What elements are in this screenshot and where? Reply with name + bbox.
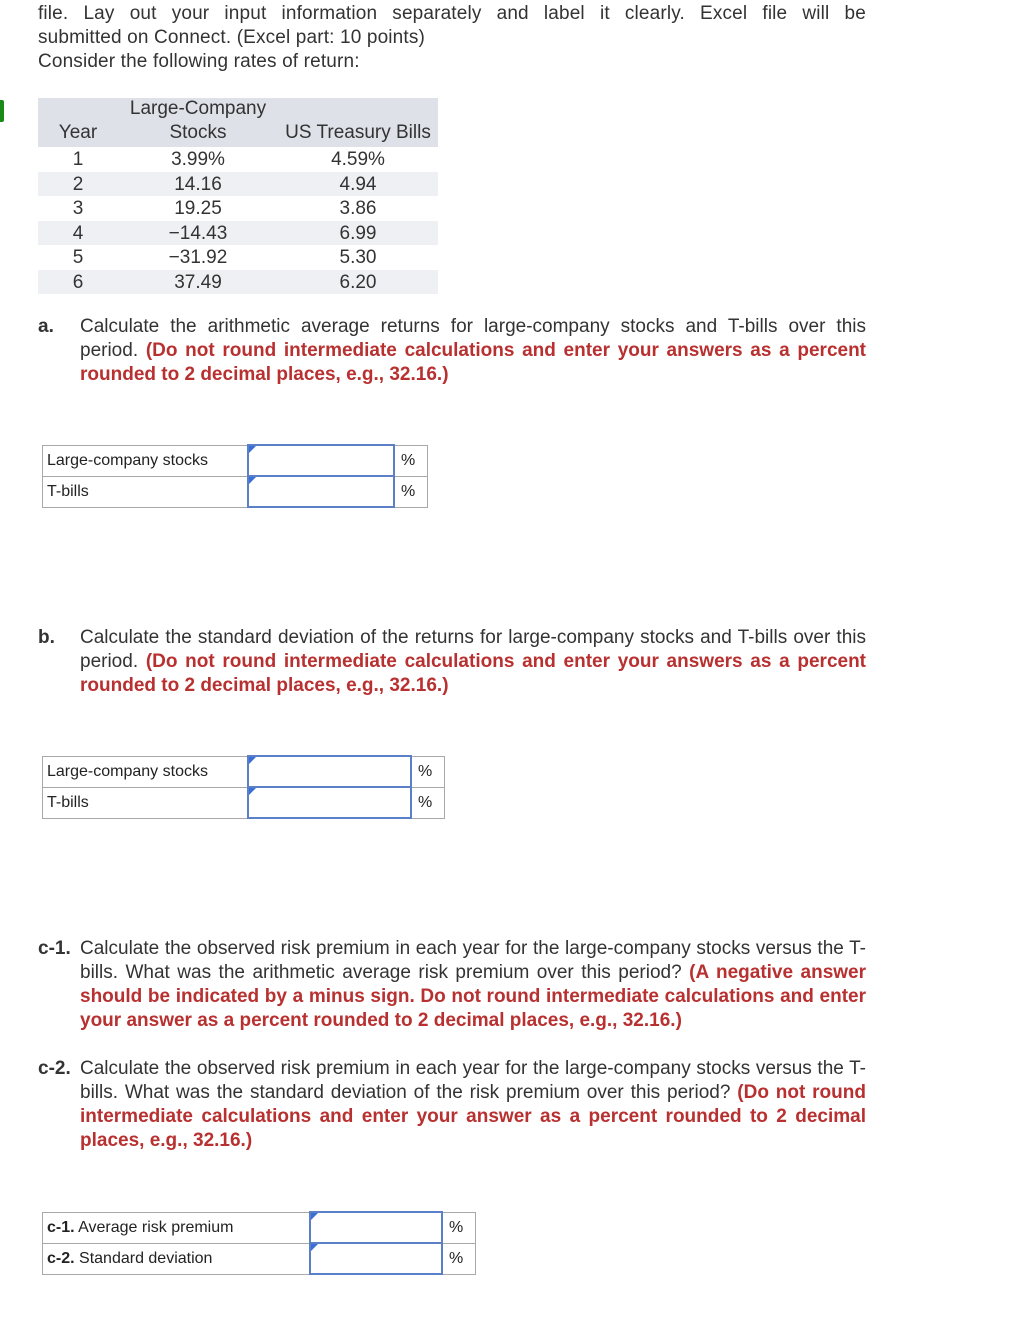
intro-text — [38, 2, 866, 74]
answer-prefix: c-2. — [47, 1249, 75, 1267]
question-c1 — [38, 937, 866, 1057]
question-c1-instruction: (A negative answer should be indicated by a minus sign. Do not round intermediate calculations and enter your answer as a percent rounded to 2 decimal places, e.g., 32.16.) — [80, 962, 867, 1031]
header-stocks-line2: Stocks — [169, 122, 227, 143]
table-row — [38, 147, 438, 172]
answer-input-cell[interactable] — [310, 1212, 442, 1243]
cell-year: 4 — [72, 222, 84, 244]
table-row — [38, 245, 438, 270]
returns-table — [38, 98, 438, 294]
question-a-label: a. — [38, 316, 54, 337]
question-c2-label: c-2. — [38, 1058, 71, 1079]
returns-table-header — [38, 98, 438, 147]
answer-input-cell[interactable] — [248, 756, 411, 787]
answer-label: T-bills — [43, 476, 249, 507]
answer-label — [43, 1243, 311, 1274]
tbills-average-input[interactable] — [249, 478, 393, 505]
table-row — [38, 196, 438, 221]
cell-year: 5 — [72, 247, 84, 268]
answer-label: Large-company stocks — [43, 445, 249, 476]
table-row — [38, 270, 438, 295]
cell-bills: 4.59% — [331, 149, 385, 170]
question-b-body — [80, 626, 866, 698]
answer-row — [43, 1212, 476, 1243]
header-year: Year — [58, 122, 98, 143]
answer-table-c — [42, 1211, 476, 1275]
question-a-instruction: (Do not round intermediate calculations and enter your answers as a percent rounded to 2 decimal places, e.g., 32.16.) — [80, 340, 867, 385]
question-a-body — [80, 315, 866, 387]
cell-bills: 3.86 — [339, 198, 377, 219]
answer-prefix: c-1. — [47, 1218, 75, 1236]
large-company-average-input[interactable] — [249, 447, 393, 474]
cell-stocks: 19.25 — [174, 198, 222, 219]
table-row — [38, 221, 438, 246]
percent-unit: % — [411, 756, 445, 787]
answer-row — [43, 787, 445, 818]
cell-bills: 6.20 — [339, 271, 377, 293]
header-bills: US Treasury Bills — [285, 122, 431, 143]
cell-year: 1 — [72, 149, 84, 170]
answer-table-b — [42, 755, 445, 819]
answer-label — [43, 1212, 311, 1243]
cell-year: 2 — [72, 173, 84, 195]
cell-stocks: 37.49 — [174, 271, 222, 293]
question-b — [38, 626, 866, 698]
answer-label: Large-company stocks — [43, 756, 249, 787]
question-b-text: Calculate the standard deviation of the returns for large-company stocks and T-bills over this period. — [80, 627, 866, 672]
tbills-stdev-input[interactable] — [249, 789, 410, 816]
question-a — [38, 315, 866, 387]
cell-stocks: −31.92 — [168, 247, 228, 268]
risk-premium-stdev-input[interactable] — [311, 1245, 441, 1272]
answer-label-text: Average risk premium — [74, 1218, 234, 1236]
intro-line-3: Consider the following rates of return: — [38, 51, 360, 72]
question-c1-body — [80, 937, 866, 1033]
answer-row — [43, 756, 445, 787]
cell-bills: 6.99 — [339, 222, 377, 244]
question-b-label: b. — [38, 627, 55, 648]
answer-label-text: Standard deviation — [74, 1249, 213, 1267]
percent-unit: % — [442, 1243, 476, 1274]
percent-unit: % — [442, 1212, 476, 1243]
question-c2-instruction: (Do not round intermediate calculations and enter your answer as a percent rounded to 2 decimal places, e.g., 32.16.) — [80, 1082, 866, 1151]
answer-label: T-bills — [43, 787, 249, 818]
cell-year: 6 — [72, 271, 84, 293]
question-c2-text: Calculate the observed risk premium in each year for the large-company stocks versus the T-bills. What was the standard deviation of the risk premium over this period? — [80, 1058, 866, 1103]
intro-line-2: submitted on Connect. (Excel part: 10 points) — [38, 27, 425, 48]
cell-year: 3 — [72, 198, 84, 219]
answer-table-a — [42, 444, 428, 508]
percent-unit: % — [394, 476, 428, 507]
question-c2-body — [80, 1057, 866, 1153]
cell-bills: 5.30 — [339, 247, 377, 268]
percent-unit: % — [394, 445, 428, 476]
cell-stocks: 14.16 — [174, 173, 222, 195]
table-row — [38, 172, 438, 197]
cell-stocks: 3.99% — [171, 149, 225, 170]
question-c2 — [38, 1057, 866, 1153]
percent-unit: % — [411, 787, 445, 818]
header-stocks-line1: Large-Company — [129, 98, 267, 119]
answer-input-cell[interactable] — [310, 1243, 442, 1274]
question-c1-label: c-1. — [38, 938, 71, 959]
question-c1-text: Calculate the observed risk premium in each year for the large-company stocks versus the T-bills. What was the arithmetic average risk premium over this period? — [80, 938, 866, 983]
intro-line-1: file. Lay out your input information separately and label it clearly. Excel file will be — [38, 3, 866, 24]
average-risk-premium-input[interactable] — [311, 1214, 441, 1241]
cell-bills: 4.94 — [339, 173, 377, 195]
question-b-instruction: (Do not round intermediate calculations and enter your answers as a percent rounded to 2 decimal places, e.g., 32.16.) — [80, 651, 867, 696]
answer-row — [43, 476, 428, 507]
answer-input-cell[interactable] — [248, 476, 394, 507]
answer-row — [43, 1243, 476, 1274]
answer-input-cell[interactable] — [248, 787, 411, 818]
answer-row — [43, 445, 428, 476]
cell-stocks: −14.43 — [168, 222, 228, 244]
large-company-stdev-input[interactable] — [249, 758, 410, 785]
left-margin-marker — [0, 100, 4, 122]
question-a-text: Calculate the arithmetic average returns for large-company stocks and T-bills over this period. — [80, 316, 866, 361]
answer-input-cell[interactable] — [248, 445, 394, 476]
